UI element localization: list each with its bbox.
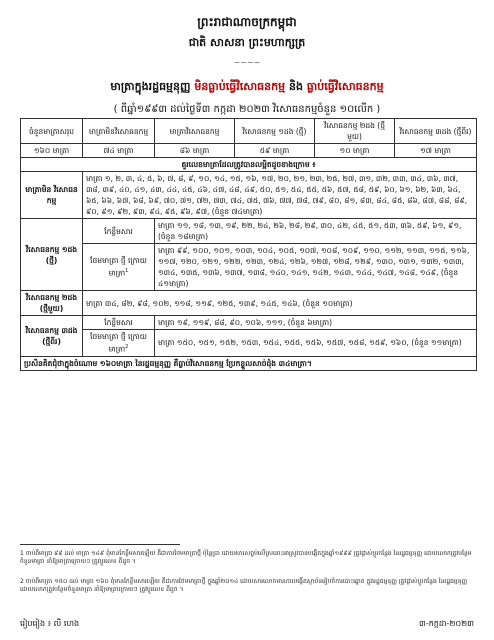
footnote-divider xyxy=(20,544,180,545)
twice-label: វិសោធនកម្ម ២ដង (ថ្មីមួយ) xyxy=(21,291,83,316)
section-header-row xyxy=(21,158,477,172)
once-added-label-text: ថែមមាត្រា ថ្មី ក្រោយ មាត្រា xyxy=(90,256,147,278)
thrice-added-label xyxy=(83,330,155,357)
title-part-3: និង xyxy=(288,80,303,93)
count-thrice: ១៧ មាត្រា xyxy=(395,144,477,158)
thrice-row-content xyxy=(21,316,477,330)
footnote-ref-1: 1 xyxy=(125,268,129,275)
conclusion-text: ប្រសិនគិតជុំថាក្នុងចំណោម ១៦០មាត្រា នៃរដ្ឋធម្មនុញ្ញ គឺធ្លាប់វិសោធនកម្ម ប្រែកន្ទួលសាច់ដុំង ៣៤មាត្រា។ xyxy=(21,356,477,370)
thrice-content-label: កែខ្លឹមសារ xyxy=(83,316,155,330)
table-count-row xyxy=(21,144,477,158)
document-date: ៣-កក្កដា-២០២៣ xyxy=(419,619,474,628)
document-title xyxy=(0,80,494,96)
motto-heading: ជាតិ សាសនា ព្រះមហាក្សត្រ xyxy=(188,36,306,49)
header-thrice: វិសោធនកម្ម ៣ដង (ថ្មីពីរ) xyxy=(395,119,477,144)
once-row-content xyxy=(21,219,477,244)
ornament-divider: ~~~~ xyxy=(233,58,261,67)
amendment-table xyxy=(20,118,477,371)
once-content-articles: មាត្រា ១១, ១៨, ១៣, ១៩, ២២, ២៤, ២៦, ២៨, ២៩, ៣០, ៤២, ៤៥, ៥១, ៥៣, ៣៦, ៥៩, ៦១, ៩១, (ចំនួន ១៨មាត្រា) xyxy=(155,219,477,244)
header-unamended: មាត្រាមិនវិសោធនកម្ម xyxy=(83,119,155,144)
header-twice: វិសោធនកម្ម ២ដង (ថ្មីមួយ) xyxy=(315,119,395,144)
footnote-ref-2: 2 xyxy=(125,344,129,350)
count-total: ១៦០ មាត្រា xyxy=(21,144,83,158)
once-added-articles: មាត្រា ៩៩, ១០០, ១០១, ១០៣, ១០៤, ១០៥, ១០៧, ១០៨, ១០៩, ១១០, ១១២, ១១៣, ១១៥, ១១៦, ១១៧, ១២០, ១២១, ១២២, ១២៣, ១២៤, ១២៦, ១២៧, ១២៨, ១២៩, ១៣០, ១៣១, ១៣២, ១៣៣, ១៣៤, ១៣៥, ១៣៦, ១៣៧, ១៣៨, ១៤០, ១៤១, ១៤២, ១៤៣, ១៤៤, ១៤៧, ១៤៨, ១៤៩, (ចំនួន ៤១មាត្រា) xyxy=(155,244,477,291)
count-amended: ៨៦ មាត្រា xyxy=(155,144,235,158)
header-once: វិសោធនកម្ម ១ដង (ថ្មី) xyxy=(235,119,315,144)
once-content-label: កែខ្លឹមសារ xyxy=(83,219,155,244)
unamended-row xyxy=(21,172,477,219)
section-header: គួរលេខមាត្រាដែលត្រូវបានលម្អិតដូចខាងក្រោម ៖ xyxy=(21,158,477,172)
title-part-4: ធ្លាប់ធ្វើវិសោធនកម្ម xyxy=(306,80,384,93)
table-header-row xyxy=(21,119,477,144)
thrice-row-added xyxy=(21,330,477,357)
footnote-1: 1 ចាប់ពីមាត្រា ៩៩ ដល់ មាត្រា ១៤៩ ពុំមានកែខ្លឹមសារឡើយ គឺជាការថែមមាត្រាថ្មី ប៉ុន្តែប្រា ដោយសារសព្វប់លើស្រនោះអាស្រូវបានបង្កើតក្នុងឆ្នាំ១៩៩៩ ត្រូវផ្លាស់ប្ដូរកន្លែង នៃរដ្ឋធម្មនុញ្ញ ដោយលោកត្រូវបន្ថែមចំនួនមាត្រា នាំឱ្យមាត្រាក្រោយៗ ត្រូវប្ដូរលេខ ពីដូច ។ xyxy=(20,550,472,565)
thrice-added-articles: មាត្រា ១៥០, ១៥១, ១៥២, ១៥៣, ១៥៤, ១៥៥, ១៥៦, ១៥៧, ១៥៨, ១៥៩, ១៦០, (ចំនួន ១១មាត្រា) xyxy=(155,330,477,357)
author-signature: រៀបរៀង ៖ លី ហេង xyxy=(20,619,80,628)
count-twice: ១០ មាត្រា xyxy=(315,144,395,158)
once-added-label xyxy=(83,244,155,291)
conclusion-row xyxy=(21,356,477,370)
unamended-articles: មាត្រា ១, ២, ៣, ៤, ៥, ៦, ៧, ៨, ៩, ១០, ១៤, ១៥, ១៦, ១៧, ២០, ២១, ២៣, ២៥, ២៧, ៣១, ៣២, ៣៣, ៣៤, ៣៦, ៣៧, ៣៨, ៣៩, ៤០, ៤១, ៤៣, ៤៤, ៤៥, ៤៦, ៤៧, ៤៨, ៤៩, ៥០, ៥១, ៥៤, ៥៥, ៥៦, ៥៧, ៥៨, ៥៩, ៦០, ៦១, ៦២, ៦៣, ៦៤, ៦៥, ៦៦, ៦៧, ៦៨, ៦៩, ៧០, ៧១, ៧២, ៧៣, ៧៤, ៧៥, ៧៦, ៧៧, ៧៨, ៧៩, ៨០, ៨១, ៨៣, ៨៤, ៨៥, ៨៦, ៨៧, ៨៨, ៨៩, ៩០, ៩១, ៩២, ៩៣, ៩៤, ៩៥, ៩៦, ៩៧, (ចំនួន ៧៤មាត្រា) xyxy=(83,172,477,219)
thrice-content-articles: មាត្រា ១៩, ១១៩, ៨៨, ៩០, ១០៦, ១១១, (ចំនួន ៦មាត្រា) xyxy=(155,316,477,330)
thrice-label: វិសោធនកម្ម ៣ដង (ថ្មីពីរ) xyxy=(21,316,83,357)
twice-row xyxy=(21,291,477,316)
twice-articles: មាត្រា ៣៤, ៨២, ៩៨, ១០២, ១១៨, ១១៩, ១២៥, ១៣៩, ១៤៥, ១៤៦, (ចំនួន ១០មាត្រា) xyxy=(83,291,477,316)
header-amended: មាត្រាវិសោធនកម្ម xyxy=(155,119,235,144)
kingdom-heading: ព្រះរាជាណាចក្រកម្ពុជា xyxy=(197,15,297,29)
once-row-added xyxy=(21,244,477,291)
document-subtitle: ( ពីឆ្នាំ១៩៩៣ ដល់ថ្ងៃទី៣ កក្កដា ២០២៣ វិសោធនកម្មចំនួន ១០លើក ) xyxy=(113,104,381,115)
unamended-label: មាត្រាមិន វិសោធនកម្ម xyxy=(21,172,83,219)
once-label: វិសោធនកម្ម ១ដង (ថ្មី) xyxy=(21,219,83,291)
footnote-2: 2 ចាប់ពីមាត្រា ១៥០ ដល់ មាត្រា ១៦០ ពុំមានកែខ្លឹមសារឡើយ គឺជាការថែមមាត្រាថ្មី ក្នុងឆ្នាំ២០១៤ ដោយសារលោកមានការបង្កើតស្ថាប័នរៀបចំការបោះឆ្នោត ក្នុងរដ្ឋធម្មនុញ្ញ ត្រូវផ្លាស់ប្ដូរកន្លែង នៃរដ្ឋធម្មនុញ្ញ ដោយលោកត្រូវបន្ថែមចំនួនមាត្រា នាំឱ្យមាត្រាក្រោយៗ ត្រូវប្ដូរលេខ ពីដូច ។ xyxy=(20,578,468,593)
header-total: ចំនួនមាត្រាសរុប xyxy=(21,119,83,144)
count-once: ៥៩ មាត្រា xyxy=(235,144,315,158)
thrice-added-label-text: ថែមមាត្រា ថ្មី ក្រោយ មាត្រា xyxy=(90,332,147,354)
title-part-2: មិនធ្លាប់ធ្វើវិសោធនកម្ម xyxy=(194,80,286,93)
count-unamended: ៧៤ មាត្រា xyxy=(83,144,155,158)
title-part-1: មាត្រាក្នុងរដ្ឋធម្មនុញ្ញ xyxy=(110,80,191,93)
